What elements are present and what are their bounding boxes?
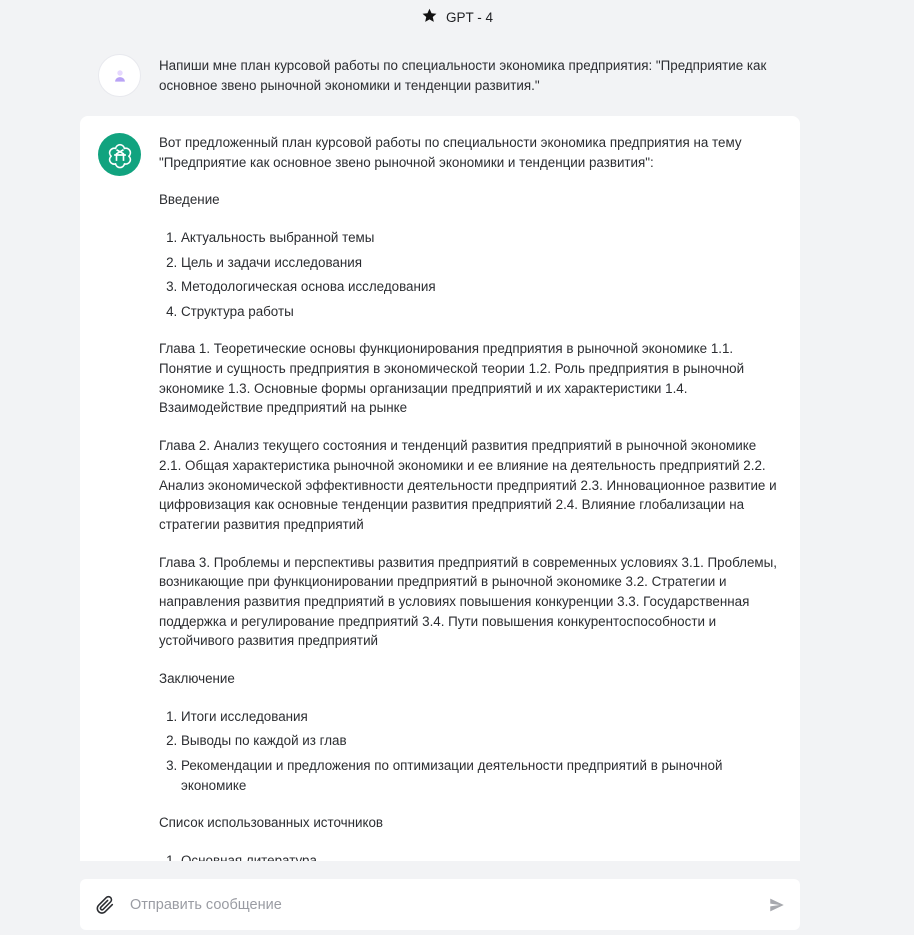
section-title-conclusion: Заключение — [159, 671, 235, 687]
assistant-message-content — [159, 133, 782, 876]
chapter-1-paragraph: Глава 1. Теоретические основы функционирования предприятия в рыночной экономике 1.1. Понятие и сущность предприятия в экономической теории 1.2. Роль предприятия в рыночной экономике 1.3. Основные формы организации предприятий и их характеристики 1.4. Взаимодействие предприятий на рынке — [159, 341, 745, 416]
model-header — [0, 0, 914, 34]
user-avatar-icon — [98, 54, 141, 97]
section-title-sources: Список использованных источников — [159, 815, 384, 831]
user-message-text: Напиши мне план курсовой работы по специальности экономика предприятия: "Предприятие как основное звено рыночной экономики и тенденции развития." — [159, 58, 767, 93]
assistant-intro: Вот предложенный план курсовой работы по специальности экономика предприятия на тему "Предприятие как основное звено рыночной экономики и тенденции развития": — [159, 135, 742, 170]
paperclip-icon[interactable] — [94, 894, 116, 916]
assistant-message — [80, 116, 800, 876]
openai-logo-icon — [98, 133, 141, 176]
star-icon — [421, 7, 438, 27]
list-item: 3. Рекомендации и предложения по оптимизации деятельности предприятий в рыночной экономике — [181, 756, 782, 795]
send-icon[interactable] — [768, 896, 786, 914]
list-item: 1. Итоги исследования — [181, 707, 782, 727]
list-item: 2. Цель и задачи исследования — [181, 253, 782, 273]
user-message — [80, 54, 800, 97]
section-title-introduction: Введение — [159, 192, 220, 208]
conclusion-list — [181, 707, 782, 795]
composer — [80, 879, 800, 930]
chapter-3-paragraph: Глава 3. Проблемы и перспективы развития предприятий в современных условиях 3.1. Проблемы, возникающие при функционировании предприятий в рыночной экономике 3.2. Стратегии и направления развития предприятий в условиях повышения конкуренции 3.3. Государственная поддержка и регулирование предприятий 3.4. Пути повышения конкурентоспособности и устойчивого развития предприятий — [159, 554, 777, 649]
message-input[interactable] — [130, 897, 768, 913]
list-item: 3. Методологическая основа исследования — [181, 277, 782, 297]
composer-bar — [0, 861, 914, 935]
chapter-2-paragraph: Глава 2. Анализ текущего состояния и тенденций развития предприятий в рыночной экономике 2.1. Общая характеристика рыночной экономики и ее влияние на деятельность предприятий 2.2. Анализ экономической эффективности деятельности предприятий 2.3. Инновационное развитие и цифровизация как основные тенденции развития предприятий 2.4. Влияние глобализации на стратегии развития предприятий — [159, 438, 777, 532]
list-item: 4. Структура работы — [181, 302, 782, 322]
list-item: 1. Актуальность выбранной темы — [181, 228, 782, 248]
model-label: GPT - 4 — [445, 9, 493, 25]
list-item: 2. Выводы по каждой из глав — [181, 731, 782, 751]
introduction-list — [181, 228, 782, 321]
